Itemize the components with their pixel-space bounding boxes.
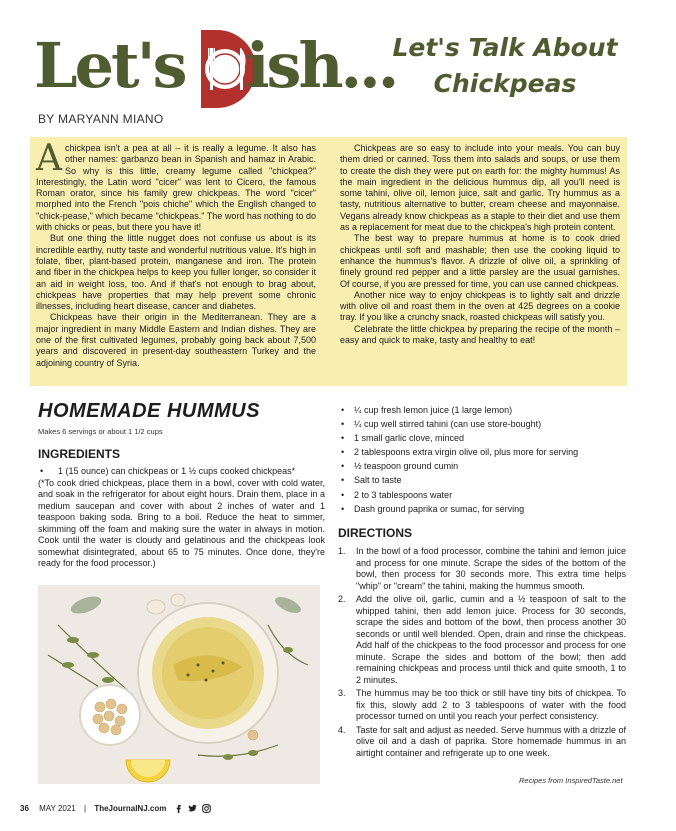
logo-ish-text: ish... <box>246 29 397 102</box>
logo-lets-text: Let's <box>34 29 185 102</box>
list-item <box>338 688 626 723</box>
intro-paragraph: Chickpeas are so easy to include into your meals. You can buy them dried or canned. Toss them into salads and soups, or use them to create the dish they were put on earth for: the mighty hummus! As the main ingredient in the delicious hummus dip, all you'll need is some tahini, olive oil, lemon juice, salt and garlic. Try hummus as a tasty, nutritious alternative to butter, cream cheese and mayonnaise. Vegans already know chickpeas as a staple to their diet and use them as a replacement for meat due to the chickpea's high protein content. <box>340 143 620 233</box>
first-ingredient <box>38 466 325 570</box>
intro-paragraph: Chickpeas have their origin in the Mediterranean. They are a major ingredient in many Middle Eastern and Indian dishes. They are one of the first cultivated legumes, probably going back about 7,500 years and discovered in present-day southeastern Turkey and the adjoining country of Syria. <box>36 312 316 368</box>
footer-separator: | <box>84 804 87 813</box>
recipe-credit: Recipes from InspiredTaste.net <box>519 776 623 785</box>
step-number: 2. <box>338 594 346 604</box>
social-icons <box>174 804 211 813</box>
ingredient-text: ½ teaspoon ground cumin <box>354 461 459 472</box>
list-item <box>338 417 628 431</box>
intro-paragraph: Celebrate the little chickpea by preparing the recipe of the month – easy and quick to make, tasty and healthy to eat! <box>340 323 620 346</box>
list-item <box>338 488 628 502</box>
list-item <box>338 445 628 459</box>
ingredient-text: Salt to taste <box>354 475 402 486</box>
step-number: 4. <box>338 724 346 735</box>
article-headline <box>380 30 630 102</box>
masthead-logo <box>34 20 397 116</box>
intro-left-column <box>36 138 316 369</box>
first-ingredient-text: 1 (15 ounce) can chickpeas or 1 ½ cups cooked chickpeas* <box>58 466 296 476</box>
step-text: In the bowl of a food processor, combine the tahini and lemon juice and process for one minute. Scrape the sides of the bottom of the bowl, then process for 30 seconds more. This extra time helps "whip" or "cream" the tahini, making the hummus smooth. <box>356 546 626 591</box>
list-item <box>338 725 626 760</box>
ingredient-text: 2 tablespoons extra virgin olive oil, plus more for serving <box>354 447 579 458</box>
website-link[interactable]: TheJournalNJ.com <box>94 804 167 813</box>
list-item <box>338 473 628 487</box>
byline: BY MARYANN MIANO <box>38 112 164 126</box>
directions-heading: DIRECTIONS <box>338 526 413 540</box>
bullet-icon: • <box>341 489 345 500</box>
page-footer <box>20 804 211 813</box>
headline-line-2: Chickpeas <box>433 69 577 98</box>
step-number: 1. <box>338 546 346 556</box>
step-text: Taste for salt and adjust as needed. Serve hummus with a drizzle of olive oil and a dash of paprika. Store homemade hummus in an airtight container and refrigerate up to one week. <box>356 724 626 758</box>
page-number: 36 <box>20 804 29 813</box>
ingredient-text: Dash ground paprika or sumac, for serving <box>354 503 525 514</box>
ingredient-text: 2 to 3 tablespoons water <box>354 489 453 500</box>
step-text: Add the olive oil, garlic, cumin and a ½ teaspoon of salt to the whipped tahini, then add lemon juice. Process for 30 seconds, scrape the sides and bottom of the bowl, then process another 30 seconds or until well blended. Open, drain and rinse the chickpeas. Add half of the chickpeas to the food processor and process for one minute. Scrape the sides and bottom of the bowl; then add remaining chickpeas and process until thick and quite smooth, 1 to 2 minutes. <box>356 594 626 685</box>
twitter-icon[interactable] <box>188 804 197 813</box>
list-item <box>338 502 628 516</box>
chickpea-cooking-note: (*To cook dried chickpeas, place them in a bowl, cover with cold water, and soak in the refrigerator for about eight hours. Drain them, place in a medium saucepan and cover with about 2 inches of water and 1 teaspoon baking soda. Bring to a boil. Reduce the heat to simmer, skimming off the foam and making sure the water in always in motion. Cook until the water is cloudy and gelatinous and the chickpeas look somewhat disintegrated, about 65 to 75 minutes. Once done, they're ready for the food processor.) <box>38 477 325 568</box>
issue-date: MAY 2021 <box>39 804 76 813</box>
bullet-icon: • <box>341 503 345 514</box>
bullet-icon: • <box>40 466 44 476</box>
bullet-icon: • <box>341 433 345 444</box>
intro-paragraph <box>36 138 316 233</box>
bullet-icon: • <box>341 475 345 486</box>
ingredient-text: 1 small garlic clove, minced <box>354 433 465 444</box>
facebook-icon[interactable] <box>174 804 183 813</box>
intro-paragraph: Another nice way to enjoy chickpeas is to lightly salt and drizzle with olive oil and roast them in the oven at 425 degrees on a cookie tray. If you like a crunchy snack, roasted chickpeas will satisfy you. <box>340 289 620 323</box>
step-number: 3. <box>338 688 346 698</box>
bullet-icon: • <box>341 419 345 430</box>
list-item <box>338 459 628 473</box>
step-text: The hummus may be too thick or still have tiny bits of chickpea. To fix this, slowly add 2 to 3 tablespoons of water with the food processor turned on until you reach your perfect consistency. <box>356 688 626 721</box>
directions-list <box>338 546 626 761</box>
list-item <box>338 431 628 445</box>
headline-line-1: Let's Talk About <box>392 33 618 62</box>
intro-box <box>30 137 627 386</box>
recipe-yield: Makes 6 servings or about 1 1/2 cups <box>38 427 163 436</box>
ingredient-text: ¼ cup fresh lemon juice (1 large lemon) <box>354 405 513 415</box>
ingredient-text: ¼ cup well stirred tahini (can use store-bought) <box>354 419 542 430</box>
ingredients-list <box>338 403 628 516</box>
list-item <box>338 546 626 592</box>
hummus-photo <box>38 585 320 784</box>
list-item <box>338 403 628 417</box>
bullet-icon: • <box>341 405 345 415</box>
intro-paragraph: But one thing the little nugget does not confuse us about is its incredible earthy, nutty taste and wonderful nutritious value. It's high in folate, fiber, plant-based protein, manganese and iron. The protein and fiber in the chickpea helps to keep you fuller longer, so consider it an aid in weight loss, too. And if that's not enough to brag about, chickpeas have properties that may help prevent some chronic illnesses, including heart disease, cancer and diabetes. <box>36 233 316 312</box>
bullet-icon: • <box>341 461 345 472</box>
instagram-icon[interactable] <box>202 804 211 813</box>
intro-paragraph: The best way to prepare hummus at home is to cook dried chickpeas until soft and mashable; then use the cooking liquid to enhance the hummus's flavor. A drizzle of olive oil, a sprinkling of finely ground red pepper and a little parsley are the usual garnishes. Of course, if you are pressed for time, you can use canned chickpeas. <box>340 233 620 289</box>
intro-paragraph-text: chickpea isn't a pea at all – it is really a legume. It also has other names: garbanzo bean in Spanish and hamaz in Arabic. So why is this little, creamy legume called "chickpea?" Interestingly, the Latin word "cicer" was lent to Cicero, the famous Roman orator, since his family grew chickpeas. The word "cicer" morphed into the French "pois chiche" which the English changed to "chick-pease," which became "chickpeas." The word has nothing to do with chicks or peas, but there you have it! <box>36 143 316 233</box>
intro-right-column <box>340 143 620 346</box>
ingredients-heading: INGREDIENTS <box>38 447 121 461</box>
drop-cap: A <box>36 138 62 179</box>
recipe-title: HOMEMADE HUMMUS <box>38 400 260 422</box>
bullet-icon: • <box>341 447 345 458</box>
list-item <box>338 594 626 686</box>
